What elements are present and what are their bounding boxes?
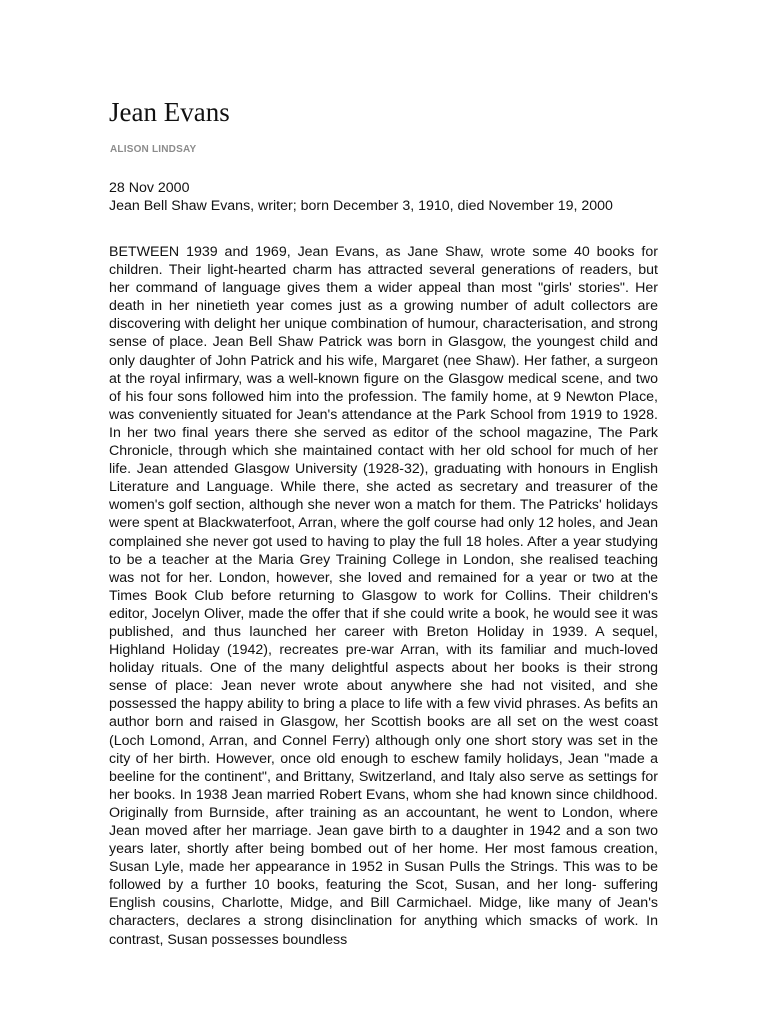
article-date: 28 Nov 2000 xyxy=(109,180,190,196)
article-title: Jean Evans xyxy=(109,97,230,127)
article-author: ALISON LINDSAY xyxy=(110,144,197,155)
article-body: BETWEEN 1939 and 1969, Jean Evans, as Jane Shaw, wrote some 40 books for children. Their light-hearted charm has attracted several generations of readers, but her command of language gives them a wider appeal than most "girls' stories". Her death in her ninetieth year comes just as a growing number of adult collectors are discovering with delight her unique combination of humour, characterisation, and strong sense of place. Jean Bell Shaw Patrick was born in Glasgow, the youngest child and only daughter of John Patrick and his wife, Margaret (nee Shaw). Her father, a surgeon at the royal infirmary, was a well-known figure on the Glasgow medical scene, and two of his four sons followed him into the profession. The family home, at 9 Newton Place, was conveniently situated for Jean's attendance at the Park School from 1919 to 1928. In her two final years there she served as editor of the school magazine, The Park Chronicle, through which she maintained contact with her old school for much of her life. Jean attended Glasgow University (1928-32), graduating with honours in English Literature and Language. While there, she acted as secretary and treasurer of the women's golf section, although she never won a match for them. The Patricks' holidays were spent at Blackwaterfoot, Arran, where the golf course had only 12 holes, and Jean complained she never got used to having to play the full 18 holes. After a year studying to be a teacher at the Maria Grey Training College in London, she realised teaching was not for her. London, however, she loved and remained for a year or two at the Times Book Club before returning to Glasgow to work for Collins. Their children's editor, Jocelyn Oliver, made the offer that if she could write a book, he would see it was published, and thus launched her career with Breton Holiday in 1939. A sequel, Highland Holiday (1942), recreates pre-war Arran, with its familiar and much-loved holiday rituals. One of the many delightful aspects about her books is their strong sense of place: Jean never wrote about anywhere she had not visited, and she possessed the happy ability to bring a place to life with a few vivid phrases. As befits an author born and raised in Glasgow, her Scottish books are all set on the west coast (Loch Lomond, Arran, and Connel Ferry) although only one short story was set in the city of her birth. However, once old enough to eschew family holidays, Jean "made a beeline for the continent", and Brittany, Switzerland, and Italy also serve as settings for her books. In 1938 Jean married Robert Evans, whom she had known since childhood. Originally from Burnside, after training as an accountant, he went to London, where Jean moved after her marriage. Jean gave birth to a daughter in 1942 and a son two years later, shortly after being bombed out of her home. Her most famous creation, Susan Lyle, made her appearance in 1952 in Susan Pulls the Strings. This was to be followed by a further 10 books, featuring the Scot, Susan, and her long- suffering English cousins, Charlotte, Midge, and Bill Carmichael. Midge, like many of Jean's characters, declares a strong disinclination for anything which smacks of work. In contrast, Susan possesses boundless xyxy=(109,244,658,948)
article-subtitle: Jean Bell Shaw Evans, writer; born December 3, 1910, died November 19, 2000 xyxy=(109,198,613,214)
